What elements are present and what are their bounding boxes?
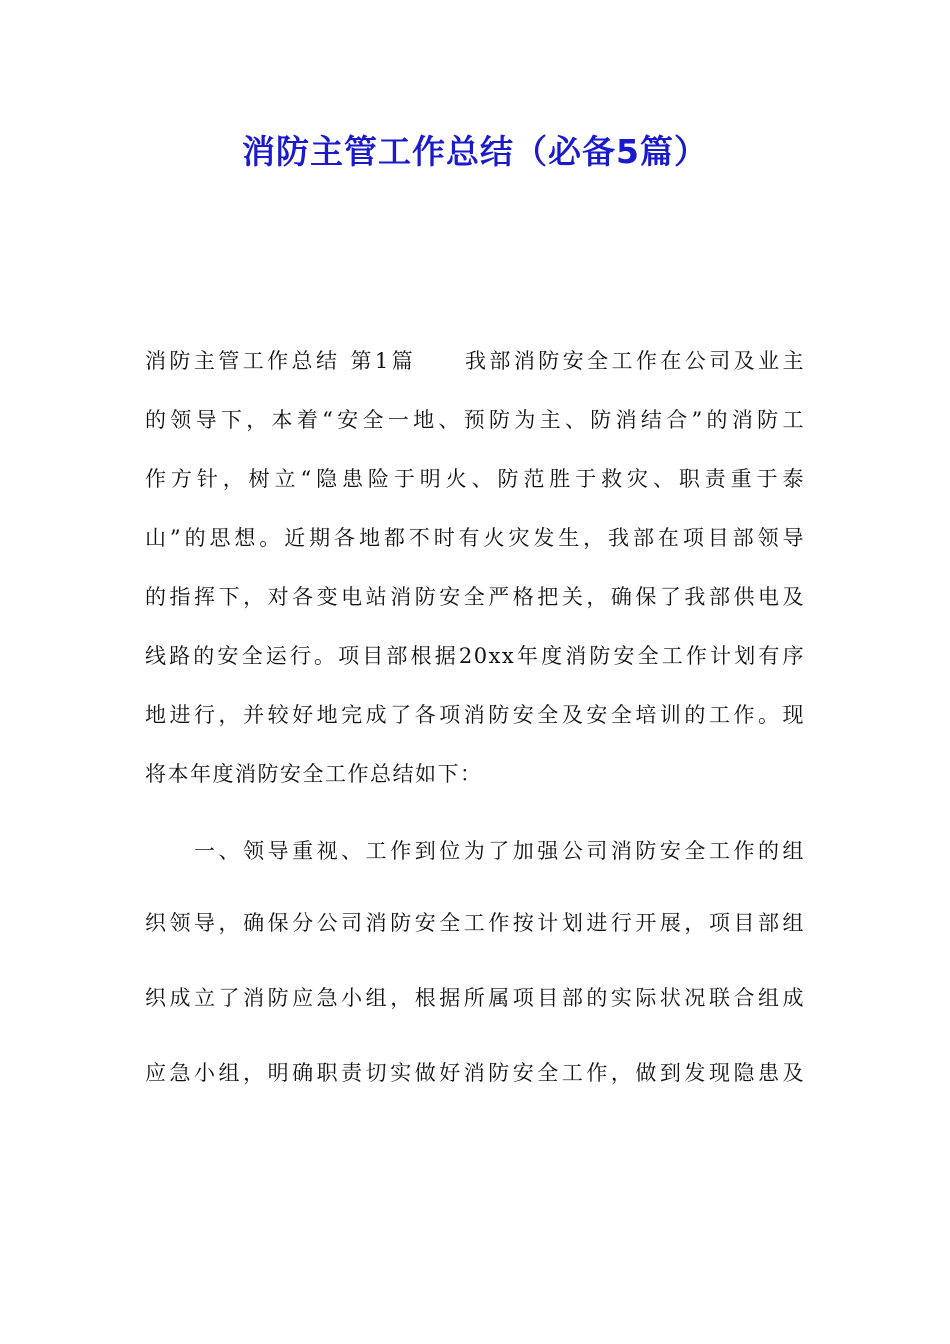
text-line: 的领导下，本着“安全一地、预防为主、防消结合”的消防工	[145, 408, 805, 432]
document-title: 消防主管工作总结（必备5篇）	[242, 132, 708, 171]
text-line: 一、领导重视、工作到位为了加强公司消防安全工作的组	[145, 839, 805, 863]
text-line: 消防主管工作总结 第1篇 我部消防安全工作在公司及业主	[145, 349, 805, 373]
text-line: 山”的思想。近期各地都不时有火灾发生，我部在项目部领导	[145, 526, 805, 550]
text-line: 将本年度消防安全工作总结如下：	[145, 762, 483, 786]
text-line: 作方针，树立“隐患险于明火、防范胜于救灾、职责重于泰	[145, 467, 805, 491]
text-line: 的指挥下，对各变电站消防安全严格把关，确保了我部供电及	[145, 585, 805, 609]
text-line: 线路的安全运行。项目部根据20xx年度消防安全工作计划有序	[145, 644, 805, 668]
text-line: 织成立了消防应急小组，根据所属项目部的实际状况联合组成	[145, 986, 805, 1010]
text-line: 织领导，确保分公司消防安全工作按计划进行开展，项目部组	[145, 911, 805, 935]
text-line: 应急小组，明确职责切实做好消防安全工作，做到发现隐患及	[145, 1061, 805, 1085]
text-line: 地进行，并较好地完成了各项消防安全及安全培训的工作。现	[145, 703, 805, 727]
